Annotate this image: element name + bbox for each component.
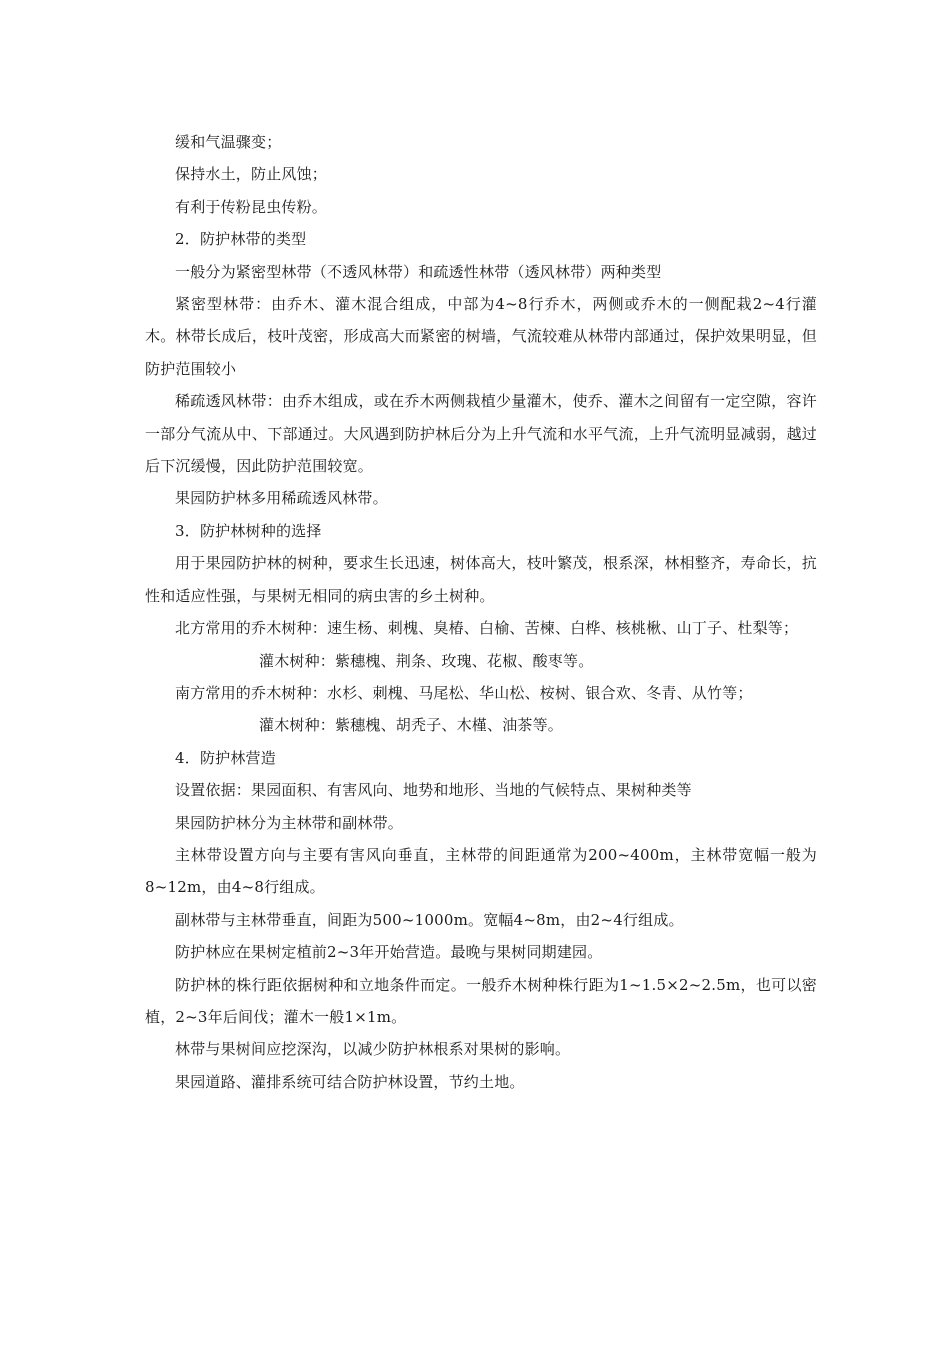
paragraph-5: 一般分为紧密型林带（不透风林带）和疏透性林带（透风林带）两种类型 xyxy=(175,262,662,281)
paragraph-13: 南方常用的乔木树种：水杉、刺槐、马尾松、华山松、桉树、银合欢、冬青、从竹等； xyxy=(175,683,753,702)
paragraph-2: 保持水土，防止风蚀； xyxy=(175,165,328,184)
paragraph-10: 用于果园防护林的树种，要求生长迅速，树体高大，枝叶繁茂，根系深，林相整齐，寿命长，抗性和适应性强，与果树无相同的病虫害的乡土树种。 xyxy=(145,554,817,605)
paragraph-21: 防护林的株行距依据树种和立地条件而定。一般乔木树种株行距为1~1.5×2~2.5m，也可以密植，2~3年后间伐；灌木一般1×1m。 xyxy=(145,975,817,1026)
paragraph-22: 林带与果树间应挖深沟，以减少防护林根系对果树的影响。 xyxy=(175,1040,571,1059)
paragraph-6: 紧密型林带：由乔木、灌木混合组成，中部为4~8行乔木，两侧或乔木的一侧配栽2~4行灌木。林带长成后，枝叶茂密，形成高大而紧密的树墙，气流较难从林带内部通过，保护效果明显，但防护范围较小 xyxy=(145,295,817,378)
paragraph-8: 果园防护林多用稀疏透风林带。 xyxy=(175,489,388,508)
section-heading-3: 3．防护林树种的选择 xyxy=(175,521,322,540)
paragraph-11: 北方常用的乔木树种：速生杨、刺槐、臭椿、白榆、苦楝、白桦、核桃楸、山丁子、杜梨等； xyxy=(175,619,799,638)
paragraph-17: 果园防护林分为主林带和副林带。 xyxy=(175,813,404,832)
paragraph-19: 副林带与主林带垂直，间距为500~1000m。宽幅4~8m，由2~4行组成。 xyxy=(175,910,684,929)
paragraph-3: 有利于传粉昆虫传粉。 xyxy=(175,197,328,216)
paragraph-7: 稀疏透风林带：由乔木组成，或在乔木两侧栽植少量灌木，使乔、灌木之间留有一定空隙，容许一部分气流从中、下部通过。大风遇到防护林后分为上升气流和水平气流，上升气流明显减弱，越过后下沉缓慢，因此防护范围较宽。 xyxy=(145,392,817,476)
paragraph-14: 灌木树种：紫穗槐、胡秃子、木槿、油茶等。 xyxy=(259,716,564,735)
paragraph-1: 缓和气温骤变； xyxy=(175,133,282,151)
paragraph-12: 灌木树种：紫穗槐、荆条、玫瑰、花椒、酸枣等。 xyxy=(259,651,594,670)
paragraph-20: 防护林应在果树定植前2~3年开始营造。最晚与果树同期建园。 xyxy=(175,943,603,962)
paragraph-18: 主林带设置方向与主要有害风向垂直，主林带的间距通常为200~400m，主林带宽幅一般为8~12m，由4~8行组成。 xyxy=(145,845,817,897)
paragraph-23: 果园道路、灌排系统可结合防护林设置，节约土地。 xyxy=(175,1072,525,1091)
section-heading-4: 4．防护林营造 xyxy=(175,748,276,767)
paragraph-16: 设置依据：果园面积、有害风向、地势和地形、当地的气候特点、果树种类等 xyxy=(175,781,692,800)
section-heading-2: 2．防护林带的类型 xyxy=(175,230,307,249)
document-body xyxy=(145,126,817,1098)
